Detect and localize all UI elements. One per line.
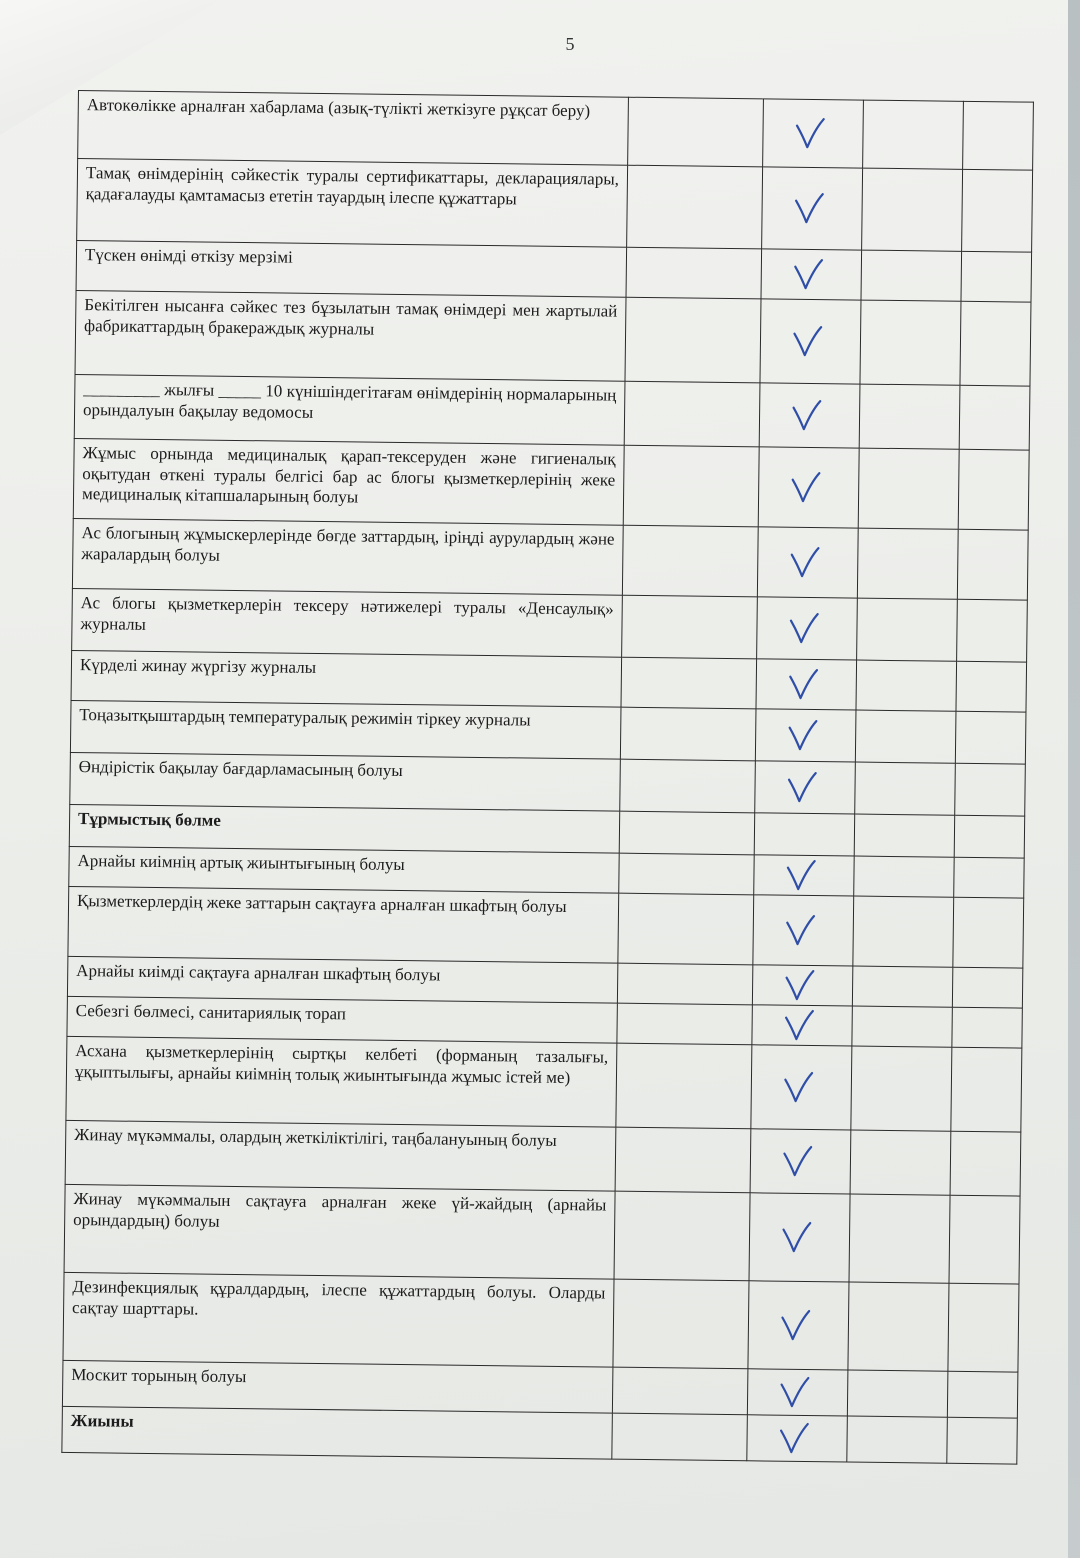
blank-cell	[952, 1007, 1022, 1048]
table-row	[66, 1036, 1022, 1132]
check-cell	[755, 761, 856, 814]
note-cell	[626, 247, 762, 299]
blank-cell	[855, 762, 956, 815]
check-cell	[747, 1369, 848, 1416]
item-label: Жинау мүкәммалы, олардың жеткіліктілігі, таңбалануының болуы	[65, 1120, 616, 1191]
checkmark-icon	[785, 717, 821, 753]
note-cell	[624, 381, 760, 447]
checkmark-icon	[780, 1143, 816, 1179]
blank-cell	[954, 815, 1025, 858]
check-cell	[759, 383, 860, 448]
check-cell	[757, 527, 858, 598]
note-cell	[618, 893, 754, 965]
blank-cell	[948, 1283, 1019, 1372]
blank-cell	[853, 896, 954, 967]
check-cell	[756, 659, 857, 710]
blank-cell	[955, 763, 1026, 816]
checkmark-icon	[789, 397, 825, 433]
blank-cell	[952, 967, 1022, 1008]
table-row	[77, 159, 1033, 253]
checkmark-icon	[783, 912, 819, 948]
check-cell	[758, 447, 859, 528]
blank-cell	[962, 169, 1033, 252]
checkmark-icon	[788, 469, 824, 505]
item-label: Арнайы киімді сақтауға арналған шкафтың болуы	[67, 956, 617, 1003]
check-cell	[754, 813, 855, 856]
blank-cell	[951, 1047, 1022, 1132]
note-cell	[622, 525, 758, 597]
item-label: Москит торының болуы	[62, 1360, 613, 1413]
note-cell	[613, 1279, 749, 1369]
blank-cell	[858, 448, 959, 529]
check-cell	[751, 1045, 852, 1130]
item-label: Қызметкерлердің жеке заттарын сақтауға арналған шкафтың болуы	[68, 886, 619, 963]
checkmark-icon	[793, 116, 829, 152]
checklist-table	[61, 90, 1034, 1465]
note-cell	[612, 1413, 748, 1461]
blank-cell	[863, 100, 964, 169]
table-row	[73, 438, 1029, 530]
blank-cell	[855, 710, 956, 763]
checkmark-icon	[779, 1219, 815, 1255]
table-row	[72, 588, 1028, 662]
table-row	[74, 374, 1030, 450]
blank-cell	[954, 857, 1024, 898]
checkmark-icon	[785, 769, 821, 805]
checkmark-icon	[786, 666, 822, 702]
item-label: Жинау мүкәммалын сақтауға арналған жеке үй-жайдың (арнайы орындардың) болуы	[64, 1184, 615, 1279]
blank-cell	[861, 250, 962, 301]
check-cell	[757, 597, 858, 660]
blank-cell	[953, 897, 1024, 968]
blank-cell	[955, 711, 1026, 764]
check-cell	[761, 249, 862, 300]
blank-cell	[862, 168, 963, 251]
blank-cell	[960, 301, 1031, 386]
section-label: Жиыны	[62, 1406, 613, 1459]
item-label: Себезгі бөлмесі, санитариялық торап	[67, 996, 617, 1043]
note-cell	[616, 1043, 752, 1129]
blank-cell	[852, 966, 952, 1007]
item-label: Бекітілген нысанға сәйкес тез бұзылатын тамақ өнімдері мен жартылай фабрикаттардың бракераждық журналы	[75, 290, 626, 381]
checkmark-icon	[782, 1007, 818, 1043]
blank-cell	[961, 251, 1032, 302]
note-cell	[623, 445, 759, 527]
blank-cell	[957, 529, 1028, 600]
note-cell	[620, 707, 756, 761]
check-cell	[762, 167, 863, 250]
blank-cell	[857, 528, 958, 599]
blank-cell	[857, 598, 958, 661]
checkmark-icon	[787, 544, 823, 580]
checkmark-icon	[790, 323, 826, 359]
blank-cell	[958, 449, 1029, 530]
note-cell	[614, 1191, 750, 1281]
note-cell	[627, 165, 763, 249]
checkmark-icon	[777, 1374, 813, 1410]
note-cell	[619, 811, 755, 855]
blank-cell	[852, 1006, 952, 1047]
blank-cell	[956, 661, 1027, 712]
check-cell	[753, 895, 854, 966]
checkmark-icon	[777, 1420, 813, 1456]
blank-cell	[947, 1371, 1018, 1418]
check-cell	[748, 1281, 849, 1370]
blank-cell	[963, 101, 1034, 170]
table-row	[72, 518, 1028, 600]
item-label: Өндірістік бақылау бағдарламасының болуы	[70, 752, 621, 811]
blank-cell	[854, 856, 954, 897]
blank-cell	[950, 1131, 1021, 1196]
check-cell	[747, 1415, 848, 1462]
check-cell	[750, 1129, 851, 1194]
item-label: Күрделі жинау жүргізу журналы	[71, 650, 622, 707]
table-row	[63, 1272, 1019, 1372]
blank-cell	[851, 1046, 952, 1131]
check-cell	[749, 1193, 850, 1282]
checkmark-icon	[792, 190, 828, 226]
blank-cell	[957, 599, 1028, 662]
item-label: Тамақ өнімдерінің сәйкестік туралы сертификаттары, декларациялары, қадағалауды қамтамасыз ететін тауардың ілеспе құжаттары	[77, 159, 628, 248]
item-label: _________ жылғы _____ 10 күнішіндегітағам өнімдерінің нормаларының орындалуын бақылау ведомосы	[74, 374, 625, 445]
item-label: Жұмыс орнында медициналық қарап-тексеруден және гигиеналық оқытудан өткені туралы белгісі бар ас блогы қызметкерлерінің жеке медициналық кітапшаларының болуы	[73, 438, 624, 525]
blank-cell	[847, 1416, 948, 1463]
blank-cell	[860, 300, 961, 385]
check-cell	[760, 299, 861, 384]
item-label: Арнайы киімнің артық жиынтығының болуы	[69, 846, 619, 893]
blank-cell	[959, 385, 1030, 450]
table-row	[68, 886, 1024, 968]
item-label: Ас блогының жұмыскерлерінде бөгде заттардың, іріңді аурулардың және жаралардың болуы	[72, 518, 623, 595]
blank-cell	[859, 384, 960, 449]
section-label: Тұрмыстық бөлме	[69, 804, 619, 853]
blank-cell	[847, 1370, 948, 1417]
check-cell	[755, 709, 856, 762]
note-cell	[625, 297, 761, 383]
table-row	[64, 1184, 1020, 1284]
note-cell	[620, 759, 756, 813]
checklist-sheet	[61, 90, 1034, 1465]
item-label: Тоңазытқыштардың температуралық режимін тіркеу журналы	[70, 700, 621, 759]
check-cell	[752, 1005, 852, 1046]
note-cell	[615, 1127, 751, 1193]
note-cell	[619, 853, 754, 895]
table-row	[75, 290, 1031, 386]
item-label: Автокөлікке арналған хабарлама (азық-түлікті жеткізуге рұқсат беру)	[78, 91, 629, 166]
page-number: 5	[565, 34, 575, 54]
check-cell	[763, 99, 864, 168]
note-cell	[628, 97, 764, 167]
blank-cell	[856, 660, 957, 711]
item-label: Асхана қызметкерлерінің сыртқы келбеті (форманың тазалығы, ұқыптылығы, арнайы киімнің толық жиынтығында жұмыс істей ме)	[66, 1036, 617, 1127]
item-label: Түскен өнімді өткізу мерзімі	[76, 240, 627, 297]
note-cell	[621, 657, 757, 709]
table-row	[78, 91, 1034, 171]
item-label: Ас блогы қызметкерлерін тексеру нәтижелері туралы «Денсаулық» журналы	[72, 588, 623, 657]
blank-cell	[949, 1195, 1020, 1284]
table-row	[65, 1120, 1021, 1196]
checkmark-icon	[791, 256, 827, 292]
item-label: Дезинфекциялық құралдардың, ілеспе құжаттардың болуы. Оларды сақтау шарттары.	[63, 1272, 614, 1367]
blank-cell	[849, 1194, 950, 1283]
note-cell	[617, 1003, 752, 1045]
check-cell	[754, 855, 854, 896]
checkmark-icon	[787, 610, 823, 646]
checkmark-icon	[782, 967, 818, 1003]
check-cell	[752, 965, 852, 1006]
checkmark-icon	[778, 1307, 814, 1343]
note-cell	[612, 1367, 748, 1415]
blank-cell	[848, 1282, 949, 1371]
blank-cell	[854, 814, 955, 857]
note-cell	[617, 963, 752, 1005]
checkmark-icon	[784, 857, 820, 893]
blank-cell	[850, 1130, 951, 1195]
checkmark-icon	[781, 1069, 817, 1105]
blank-cell	[947, 1417, 1018, 1464]
note-cell	[622, 595, 758, 659]
